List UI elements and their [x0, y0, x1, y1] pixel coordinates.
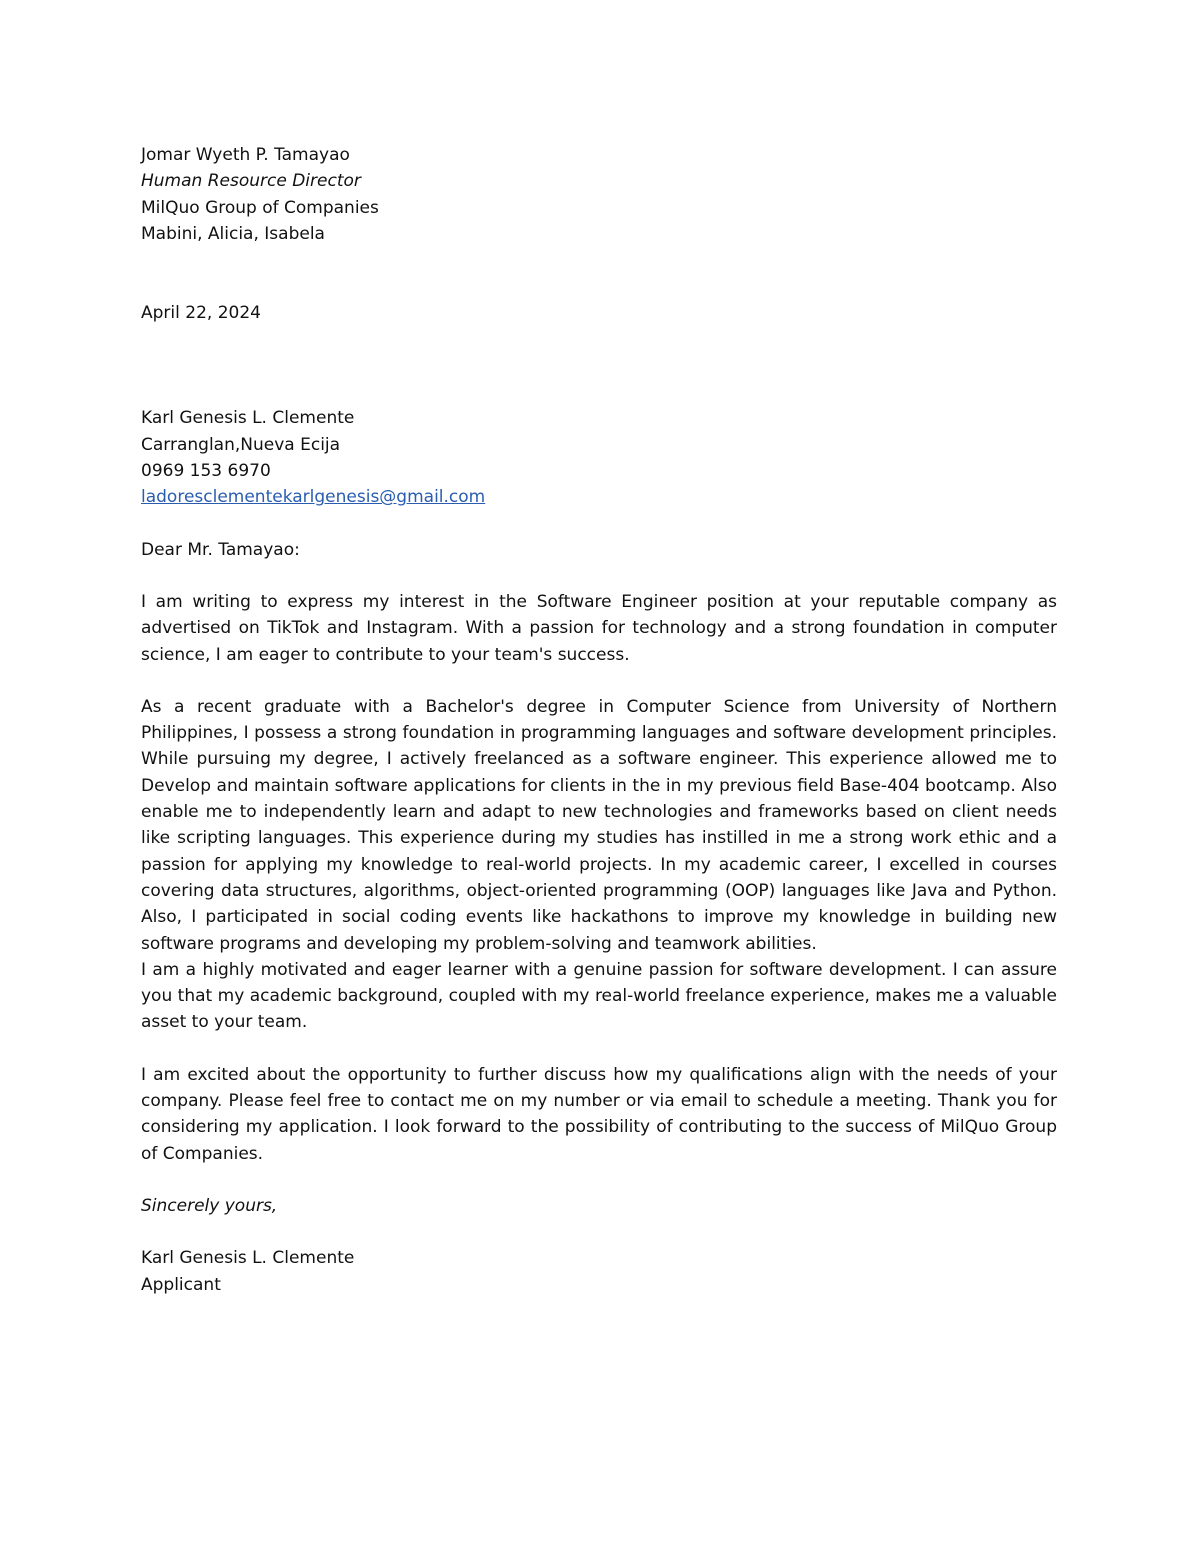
letter-date: April 22, 2024 — [141, 303, 261, 324]
spacer — [141, 511, 1057, 537]
signature-block — [141, 1245, 1057, 1298]
spacer — [141, 1036, 1057, 1062]
recipient-name: Jomar Wyeth P. Tamayao — [141, 145, 350, 165]
signature-name: Karl Genesis L. Clemente — [141, 1248, 355, 1269]
paragraph-motivation: I am a highly motivated and eager learner with a genuine passion for software development. I can assure you that my academic background, coupled with my real-world freelance experience, makes me a valuable asset to your team. — [141, 959, 1057, 1033]
sender-phone: 0969 153 6970 — [141, 461, 271, 482]
paragraph-education: As a recent graduate with a Bachelor's degree in Computer Science from University of Northern Philippines, I possess a strong foundation in programming languages and software development principles. While pursuing my degree, I actively freelanced as a software engineer. This experience allowed me to Develop and maintain software applications for clients in the in my previous field Base-404 bootcamp. Also enable me to independently learn and adapt to new technologies and frameworks based on client needs like scripting languages. This experience during my studies has instilled in me a strong work ethic and a passion for applying my knowledge to real-world projects. In my academic career, I excelled in courses covering data structures, algorithms, object-oriented programming (OOP) languages like Java and Python. Also, I participated in social coding events like hackathons to improve my knowledge in building new software programs and developing my problem-solving and teamwork abilities. — [141, 696, 1057, 954]
sender-block — [141, 405, 1057, 510]
paragraph-closing: I am excited about the opportunity to further discuss how my qualifications align with the needs of your company. Please feel free to contact me on my number or via email to schedule a meeting. Thank you for considering my application. I look forward to the possibility of contributing to the success of MilQuo Group of Companies. — [141, 1064, 1057, 1164]
spacer — [141, 326, 1057, 405]
recipient-company: MilQuo Group of Companies — [141, 197, 379, 218]
sender-address: Carranglan,Nueva Ecija — [141, 434, 341, 455]
spacer — [141, 563, 1057, 589]
closing-phrase: Sincerely yours, — [141, 1195, 278, 1216]
sender-name: Karl Genesis L. Clemente — [141, 408, 355, 429]
recipient-title: Human Resource Director — [141, 171, 361, 192]
spacer — [141, 247, 1057, 300]
sender-email-link[interactable]: ladoresclementekarlgenesis@gmail.com — [141, 487, 486, 508]
spacer — [141, 1167, 1057, 1193]
spacer — [141, 1219, 1057, 1245]
spacer — [141, 668, 1057, 694]
salutation: Dear Mr. Tamayao: — [141, 539, 300, 560]
recipient-address: Mabini, Alicia, Isabela — [141, 223, 325, 244]
signature-role: Applicant — [141, 1274, 221, 1295]
recipient-block — [141, 142, 1057, 247]
letter-body — [141, 142, 1057, 1298]
paragraph-intro: I am writing to express my interest in the Software Engineer position at your reputable company as advertised on TikTok and Instagram. With a passion for technology and a strong foundation in computer science, I am eager to contribute to your team's success. — [141, 591, 1057, 665]
